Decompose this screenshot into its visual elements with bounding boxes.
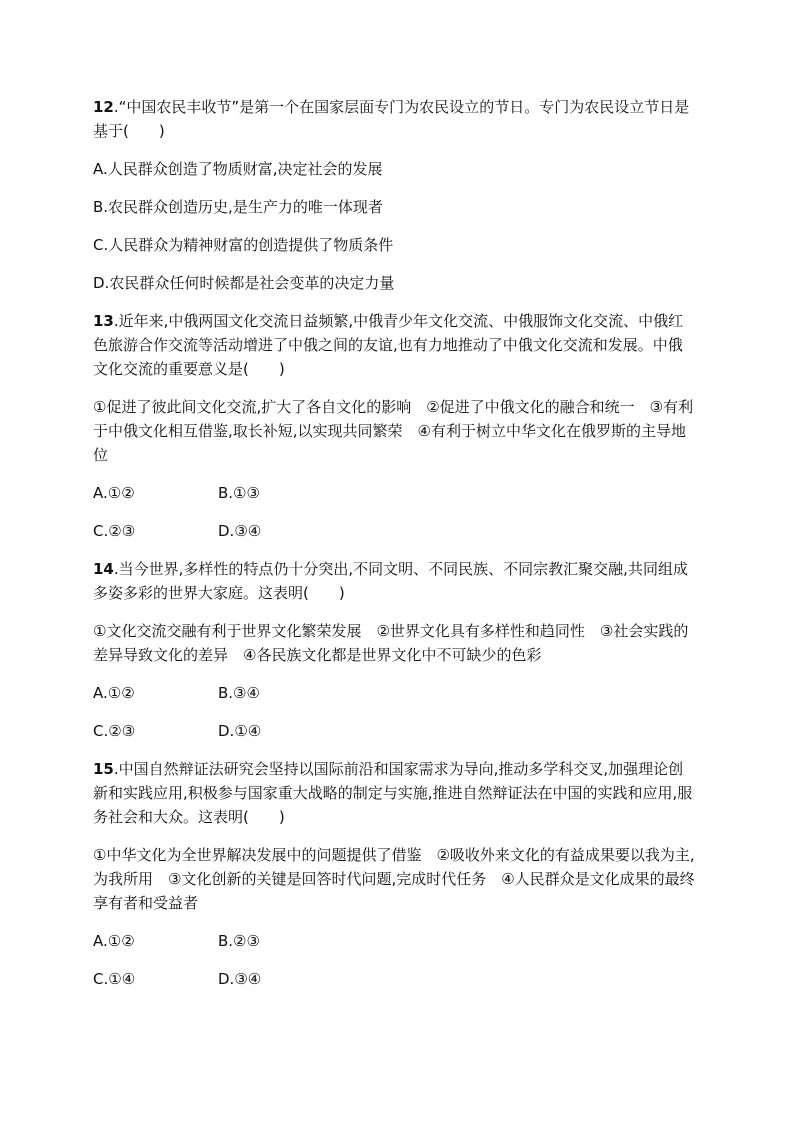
option-a: A.①② — [93, 684, 135, 702]
option-c: C.①④ — [93, 970, 136, 988]
option-b: B.①③ — [218, 484, 260, 502]
option-b: B.②③ — [218, 932, 260, 950]
question-statements: ①中华文化为全世界解决发展中的问题提供了借鉴 ②吸收外来文化的有益成果要以我为主,为我所用 ③文化创新的关键是回答时代问题,完成时代任务 ④人民群众是文化成果的最终享有者和受益者 — [93, 846, 695, 912]
question-12 — [93, 95, 697, 295]
option-d: D.③④ — [218, 970, 262, 988]
option-b: B.农民群众创造历史,是生产力的唯一体现者 — [93, 198, 383, 216]
question-number: 12 — [93, 98, 114, 116]
option-c: C.人民群众为精神财富的创造提供了物质条件 — [93, 236, 394, 254]
question-text: .当今世界,多样性的特点仍十分突出,不同文明、不同民族、不同宗教汇聚交融,共同组成多姿多彩的世界大家庭。这表明( ) — [93, 560, 688, 602]
question-text: .中国自然辩证法研究会坚持以国际前沿和国家需求为导向,推动多学科交叉,加强理论创新和实践应用,积极参与国家重大战略的制定与实施,推进自然辩证法在中国的实践和应用,服务社会和大众。这表明( ) — [93, 760, 693, 826]
option-a: A.人民群众创造了物质财富,决定社会的发展 — [93, 160, 383, 178]
question-number: 13 — [93, 312, 114, 330]
question-13 — [93, 309, 697, 543]
option-d: D.农民群众任何时候都是社会变革的决定力量 — [93, 274, 395, 292]
option-c: C.②③ — [93, 522, 136, 540]
option-a: A.①② — [93, 484, 135, 502]
question-text: .近年来,中俄两国文化交流日益频繁,中俄青少年文化交流、中俄服饰文化交流、中俄红色旅游合作交流等活动增进了中俄之间的友谊,也有力地推动了中俄文化交流和发展。中俄文化交流的重要意义是( ) — [93, 312, 684, 378]
option-d: D.①④ — [218, 722, 262, 740]
option-row — [93, 929, 697, 953]
question-text: .“中国农民丰收节”是第一个在国家层面专门为农民设立的节日。专门为农民设立节日是基于( ) — [93, 98, 690, 140]
question-number: 14 — [93, 560, 114, 578]
option-row — [93, 481, 697, 505]
question-14 — [93, 557, 697, 743]
question-stem — [93, 309, 697, 381]
option-d: D.③④ — [218, 522, 262, 540]
question-statements: ①文化交流交融有利于世界文化繁荣发展 ②世界文化具有多样性和趋同性 ③社会实践的差异导致文化的差异 ④各民族文化都是世界文化中不可缺少的色彩 — [93, 622, 689, 664]
question-stem — [93, 557, 697, 605]
option-row — [93, 681, 697, 705]
question-stem — [93, 757, 697, 829]
question-stem — [93, 95, 697, 143]
question-15 — [93, 757, 697, 991]
option-row — [93, 967, 697, 991]
question-number: 15 — [93, 760, 114, 778]
option-row — [93, 719, 697, 743]
option-a: A.①② — [93, 932, 135, 950]
option-c: C.②③ — [93, 722, 136, 740]
document-page — [93, 95, 697, 1005]
question-statements: ①促进了彼此间文化交流,扩大了各自文化的影响 ②促进了中俄文化的融合和统一 ③有利于中俄文化相互借鉴,取长补短,以实现共同繁荣 ④有利于树立中华文化在俄罗斯的主导地位 — [93, 398, 694, 464]
option-b: B.③④ — [218, 684, 260, 702]
option-row — [93, 519, 697, 543]
